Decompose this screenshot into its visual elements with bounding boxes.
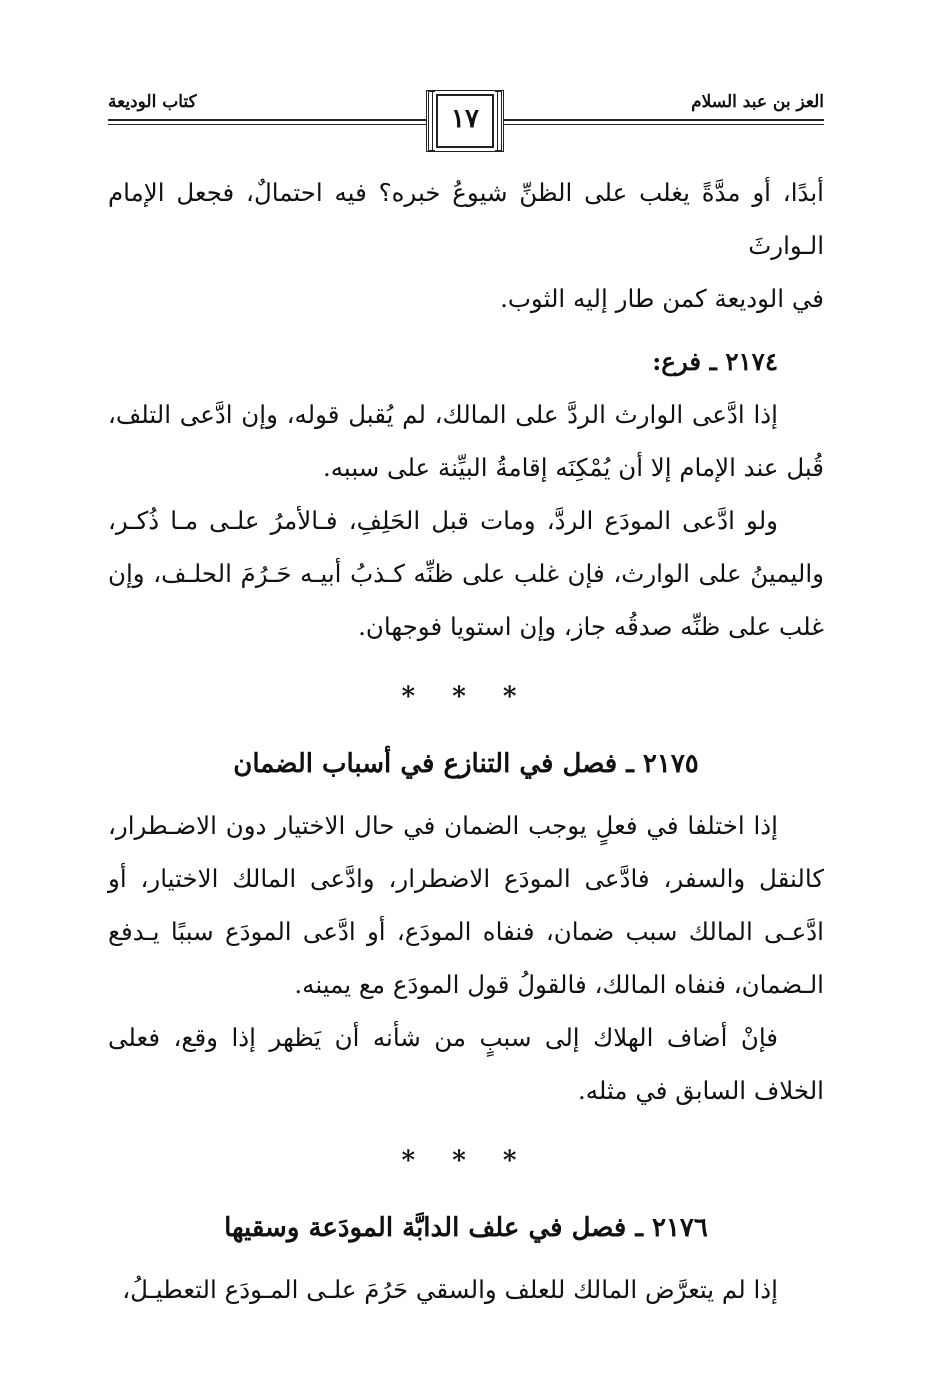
section-heading-2176: ٢١٧٦ ـ فصل في علف الدابَّة المودَعة وسقيها — [224, 1213, 708, 1243]
branch-heading-2174: ٢١٧٤ ـ فرع: — [652, 347, 778, 376]
paragraph-2175-b: فإنْ أضاف الهلاك إلى سببٍ من شأنه أن يَظهر إذا وقع، فعلى الخلاف السابق في مثله. — [108, 1023, 824, 1105]
section-separator-stars-2: * * * — [401, 1146, 531, 1176]
paragraph-2174-b: ولو ادَّعى المودَع الردَّ، ومات قبل الحَلِفِ، فـالأمرُ علـى مـا ذُكـر، واليمينُ على الوارث، فإن غلب على ظنِّه كـذبُ أبيـه حَـرُمَ الحلـف، وإن غلب على ظنِّه صدقُه جاز، وإن استويا فوجهان. — [108, 506, 824, 641]
page-header — [108, 86, 824, 156]
running-title-book: كتاب الوديعة — [108, 92, 197, 112]
paragraph-continued-line2: في الوديعة كمن طار إليه الثوب. — [500, 284, 824, 313]
page-number-frame — [426, 90, 504, 152]
paragraph-continued-line1: أبدًا، أو مدَّةً يغلب على الظنِّ شيوعُ خبره؟ فيه احتمالٌ، فجعل الإمام الـوارثَ — [108, 178, 824, 260]
paragraph-2175-a: إذا اختلفا في فعلٍ يوجب الضمان في حال الاختيار دون الاضـطرار، كالنقل والسفر، فادَّعى المودَع الاضطرار، وادَّعى المالك الاختيار، أو ادَّعـى المالك سبب ضمان، فنفاه المودَع، أو ادَّعى المودَع سببًا يـدفع الـضمان، فنفاه المالك، فالقولُ قول المودَع مع يمينه. — [108, 811, 824, 999]
running-title-author: العز بن عبد السلام — [691, 92, 824, 112]
paragraph-2174-a: إذا ادَّعى الوارث الردَّ على المالك، لم يُقبل قوله، وإن ادَّعى التلف، قُبل عند الإمام إلا أن يُمْكِنَه إقامةُ البيِّنة على سببه. — [108, 400, 824, 482]
page-number: ١٧ — [451, 104, 479, 134]
section-heading-2175: ٢١٧٥ ـ فصل في التنازع في أسباب الضمان — [233, 749, 699, 779]
section-separator-stars: * * * — [401, 682, 531, 712]
paragraph-2176-a: إذا لم يتعرَّض المالك للعلف والسقي حَرُمَ علـى المـودَع التعطيـلُ، — [122, 1275, 778, 1304]
page-body — [108, 166, 824, 1316]
